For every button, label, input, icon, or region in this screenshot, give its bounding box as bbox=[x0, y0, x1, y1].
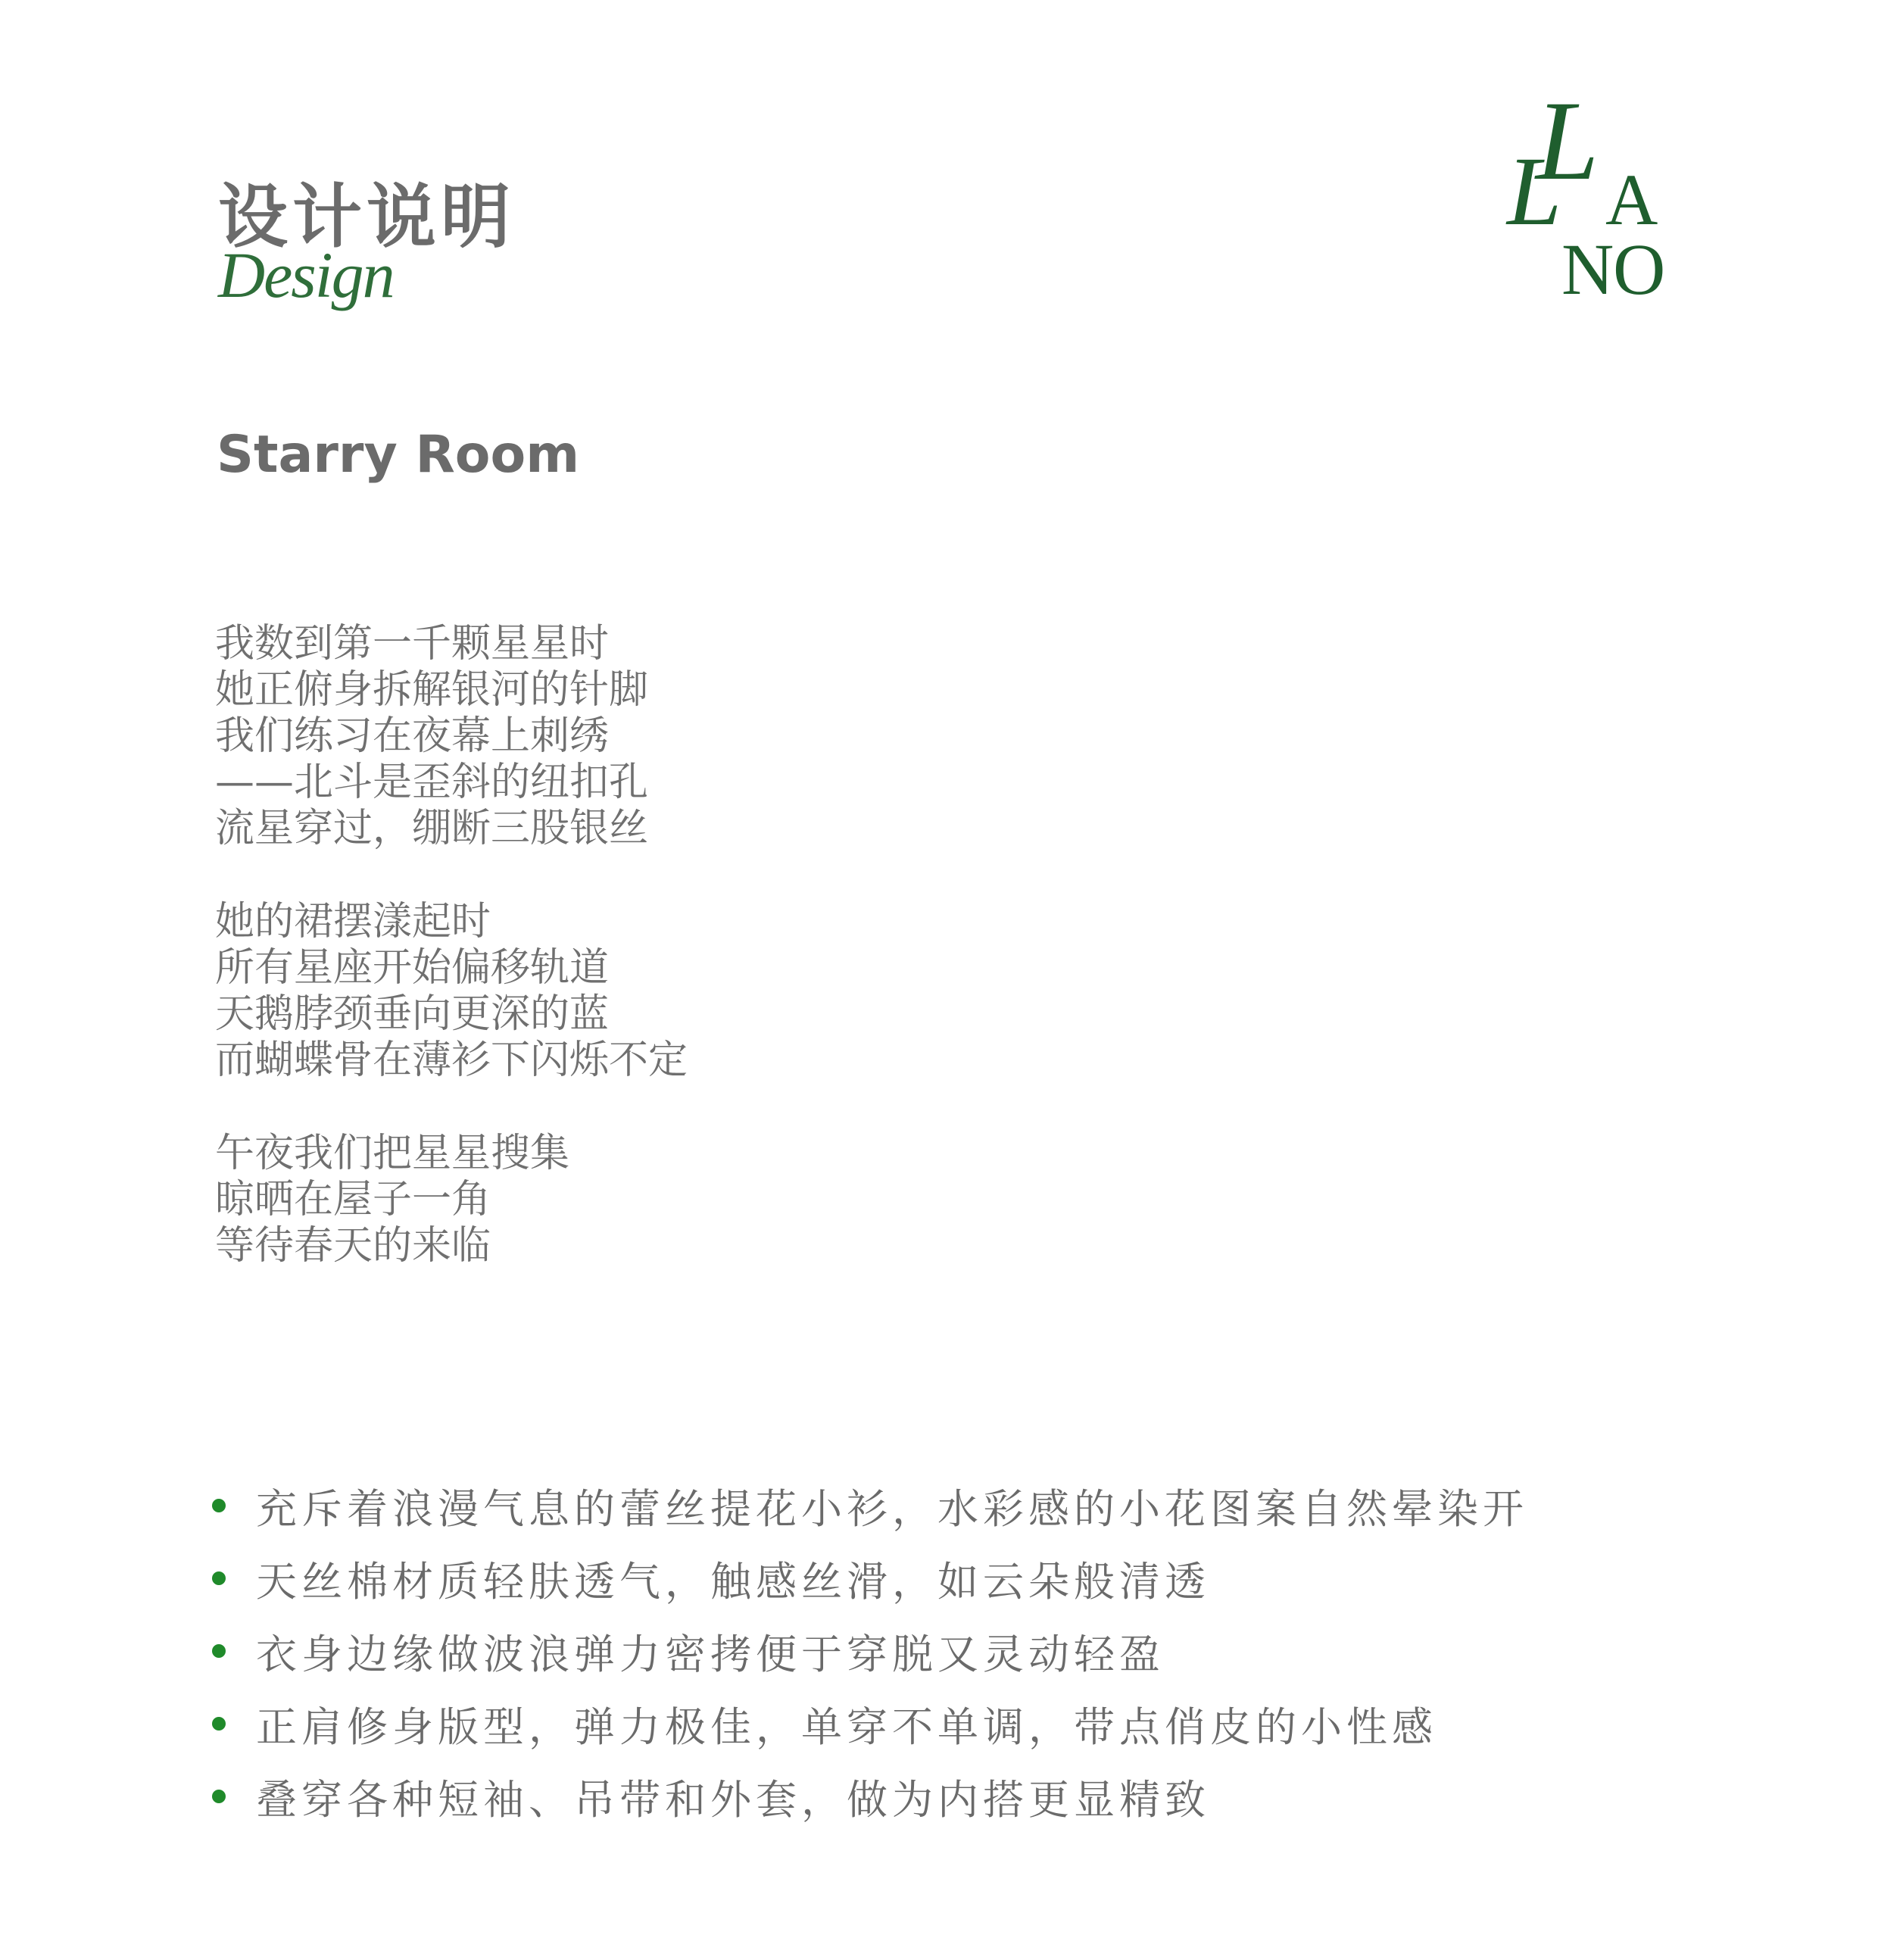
feature-item bbox=[212, 1542, 1528, 1615]
poem-line: 而蝴蝶骨在薄衫下闪烁不定 bbox=[215, 1038, 688, 1083]
poem-line: 晾晒在屋子一角 bbox=[215, 1177, 491, 1222]
product-name: Starry Room bbox=[217, 425, 580, 485]
feature-text: 正肩修身版型，弹力极佳，单穿不单调，带点俏皮的小性感 bbox=[256, 1703, 1437, 1751]
poem-line: 天鹅脖颈垂向更深的蓝 bbox=[215, 991, 610, 1037]
poem-line: 她正俯身拆解银河的针脚 bbox=[215, 667, 649, 713]
bullet-icon bbox=[212, 1571, 226, 1585]
poem-stanza-3 bbox=[215, 1131, 688, 1269]
poem-line: 午夜我们把星星搜集 bbox=[215, 1131, 570, 1176]
logo-letter-n: N bbox=[1561, 229, 1614, 310]
feature-text: 叠穿各种短袖、吊带和外套，做为内搭更显精致 bbox=[256, 1775, 1210, 1824]
bullet-icon bbox=[212, 1717, 226, 1731]
poem-stanza-1 bbox=[215, 621, 688, 852]
poem-line: 我数到第一千颗星星时 bbox=[215, 621, 610, 666]
poem-line: 等待春天的来临 bbox=[215, 1223, 491, 1269]
feature-text: 衣身边缘做波浪弹力密拷便于穿脱又灵动轻盈 bbox=[256, 1630, 1165, 1678]
feature-text: 天丝棉材质轻肤透气，触感丝滑，如云朵般清透 bbox=[256, 1557, 1210, 1606]
logo-letter-a: A bbox=[1605, 159, 1658, 240]
feature-list bbox=[212, 1469, 1528, 1833]
poem-line: 所有星座开始偏移轨道 bbox=[215, 945, 610, 991]
poem bbox=[215, 621, 688, 1269]
poem-stanza-2 bbox=[215, 899, 688, 1084]
logo-letter-o: O bbox=[1613, 229, 1666, 310]
feature-item bbox=[212, 1687, 1528, 1760]
bullet-icon bbox=[212, 1499, 226, 1512]
poem-line: 流星穿过，绷断三股银丝 bbox=[215, 806, 649, 851]
poem-line: 她的裙摆漾起时 bbox=[215, 899, 491, 944]
bullet-icon bbox=[212, 1644, 226, 1658]
feature-item bbox=[212, 1615, 1528, 1687]
page-title: 设计说明 bbox=[218, 176, 516, 257]
logo-letter-l2: L bbox=[1507, 137, 1562, 246]
poem-line: ——北斗是歪斜的纽扣孔 bbox=[215, 760, 649, 805]
feature-item bbox=[212, 1469, 1528, 1542]
page-subtitle: Design bbox=[218, 239, 394, 311]
feature-text: 充斥着浪漫气息的蕾丝提花小衫，水彩感的小花图案自然晕染开 bbox=[256, 1484, 1528, 1533]
logo-letter-l1: L bbox=[1536, 78, 1599, 204]
brand-logo bbox=[1499, 73, 1681, 315]
feature-item bbox=[212, 1760, 1528, 1833]
bullet-icon bbox=[212, 1790, 226, 1803]
poem-line: 我们练习在夜幕上刺绣 bbox=[215, 713, 610, 759]
